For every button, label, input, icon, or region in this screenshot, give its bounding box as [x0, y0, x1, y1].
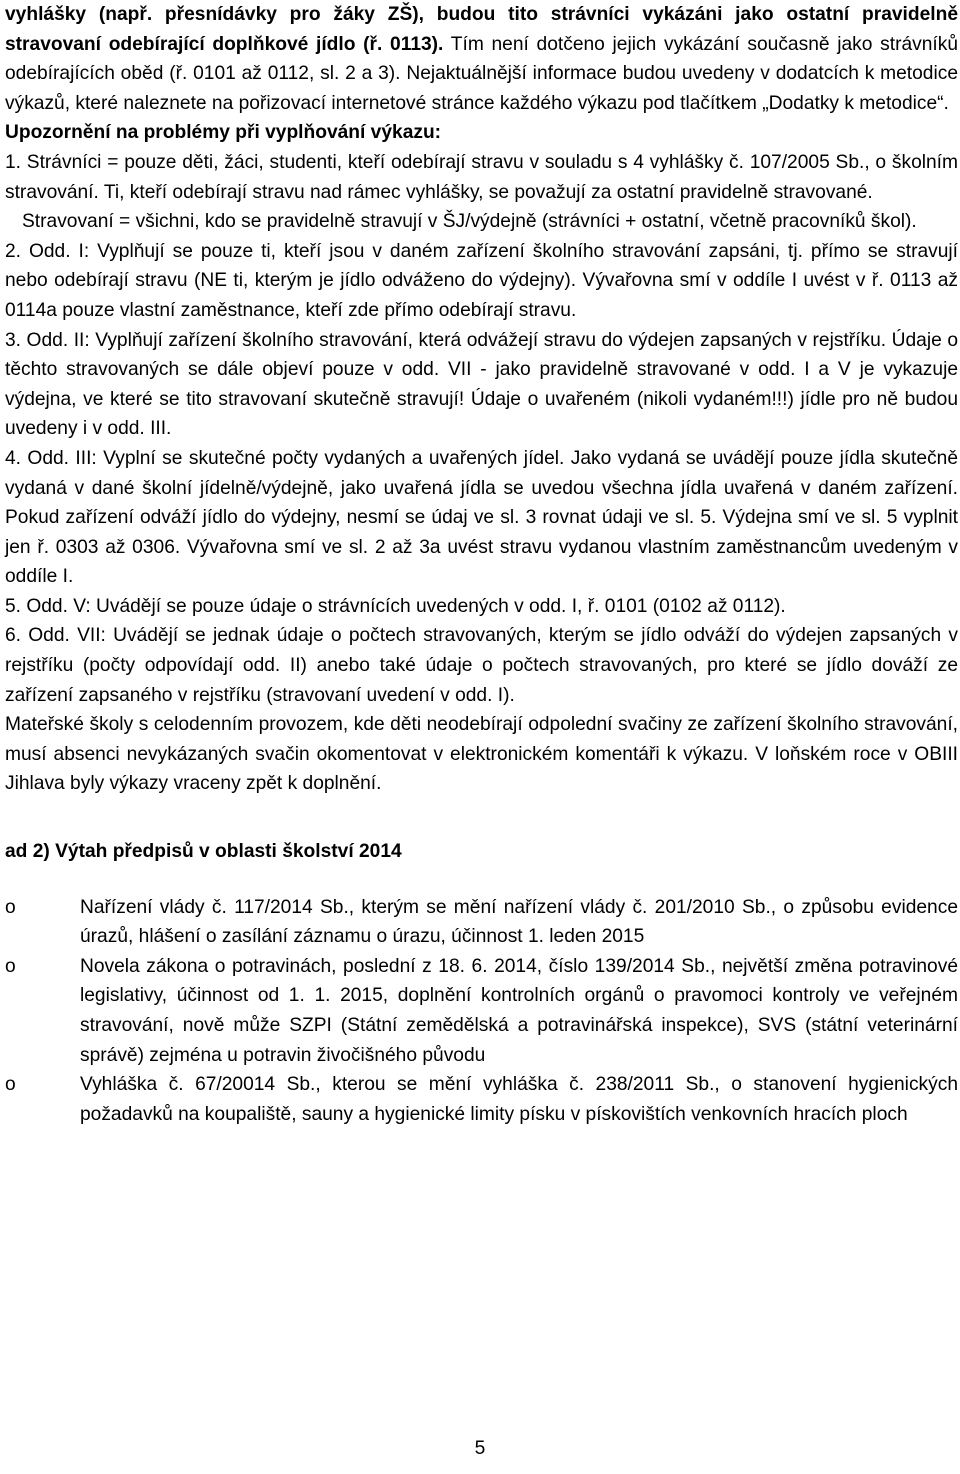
text-run: Mateřské školy s celodenním provozem, kde děti neodebírají odpolední svačiny ze zařízení školního stravování, musí absenci nevykázaných svačin okomentovat v elektronickém komentáři k výkazu. V loňském roce v OBIII Jihlava byly výkazy vraceny zpět k doplnění. — [5, 714, 958, 795]
text-run: Tím není dotčeno jejich vykázání současně jako strávníků odebírajících oběd (ř. 0101 až 0112, sl. 2 a 3). Nejaktuálnější informace budou uvedeny v dodatcích k metodice výkazů, které naleznete na pořizovací internetové stránce každého výkazu pod tlačítkem „Dodatky k metodice“. — [5, 33, 958, 114]
text-run: Stravovaní = všichni, kdo se pravidelně stravují v ŠJ/výdejně (strávníci + ostatní, včetně pracovníků škol). — [22, 211, 917, 233]
page-number: 5 — [474, 1438, 486, 1459]
warning-item-2 — [5, 237, 958, 326]
warning-item-5 — [5, 592, 958, 622]
warning-item-6 — [5, 621, 958, 710]
warning-item-4 — [5, 444, 958, 592]
bullet-marker: o — [5, 955, 16, 977]
document-page — [5, 0, 958, 1129]
warning-item-3 — [5, 326, 958, 444]
list-item-text: Vyhláška č. 67/20014 Sb., kterou se mění vyhláška č. 238/2011 Sb., o stanovení hygienických požadavků na koupaliště, sauny a hygienické limity písku v pískovištích venkovních hracích ploch — [80, 1074, 958, 1125]
bold-text-run: vyhlášky (např. přesnídávky pro žáky ZŠ), budou tito strávníci vykázáni jako ostatní pravidelně stravovaní odebírající doplňkové jídlo (ř. 0113). — [5, 4, 958, 55]
text-run: 4. Odd. III: Vyplní se skutečné počty vydaných a uvařených jídel. Jako vydaná se uvádějí pouze jídla skutečně vydaná v dané školní jídelně/výdejně, jako uvařená jídla se uvedou všechna jídla uvařená v daném zařízení. Pokud zařízení odváží jídlo do výdejny, nesmí se údaj ve sl. 3 rovnat údaji ve sl. 5. Výdejna smí ve sl. 5 vyplnit jen ř. 0303 až 0306. Vývařovna smí ve sl. 2 až 3a uvést stravu vydanou vlastním zaměstnancům uvedeným v oddíle I. — [5, 447, 958, 588]
warning-item-1-stravovani — [5, 207, 958, 237]
list-item-text: Novela zákona o potravinách, poslední z 18. 6. 2014, číslo 139/2014 Sb., největší změna potravinové legislativy, účinnost od 1. 1. 2015, doplnění kontrolních orgánů o pravomoci kontroly ve veřejném stravování, nově může SZPI (Státní zemědělská a potravinářská inspekce), SVS (státní veterinární správě) zejména u potravin živočišného původu — [80, 955, 958, 1066]
list-item — [5, 893, 958, 952]
text-run: 5. Odd. V: Uvádějí se pouze údaje o strávnících uvedených v odd. I, ř. 0101 (0102 až 0112). — [5, 595, 786, 617]
warnings-heading — [5, 118, 958, 148]
text-run: 3. Odd. II: Vyplňují zařízení školního stravování, která odvážejí stravu do výdejen zapsaných v rejstříku. Údaje o těchto stravovaných se dále objeví pouze v odd. VII - jako pravidelně stravované v odd. I a V je vykazuje výdejna, ve které se tito stravovaní skutečně stravují! Údaje o uvařeném (nikoli vydaném!!!) jídle pro ně budou uvedeny i v odd. III. — [5, 329, 958, 440]
list-item — [5, 1070, 958, 1129]
ms-note-paragraph — [5, 710, 958, 799]
text-run: 6. Odd. VII: Uvádějí se jednak údaje o počtech stravovaných, kterým se jídlo odváží do výdejen zapsaných v rejstříku (počty odpovídají odd. II) anebo také údaje o počtech stravovaných, pro které se jídlo dováží ze zařízení zapsaného v rejstříku (stravovaní uvedení v odd. I). — [5, 625, 958, 706]
intro-paragraph — [5, 0, 958, 118]
section-2-heading: ad 2) Výtah předpisů v oblasti školství 2014 — [5, 841, 402, 863]
bold-text-run: Upozornění na problémy při vyplňování výkazu: — [5, 122, 442, 144]
warning-item-1 — [5, 148, 958, 207]
bullet-marker: o — [5, 1074, 16, 1096]
list-item — [5, 952, 958, 1070]
bullet-marker: o — [5, 896, 16, 918]
text-run: 2. Odd. I: Vyplňují se pouze ti, kteří jsou v daném zařízení školního stravování zapsáni, tj. přímo se stravují nebo odebírají stravu (NE ti, kterým je jídlo odváženo do výdejny). Vývařovna smí v oddíle I uvést v ř. 0113 až 0114a pouze vlastní zaměstnance, kteří zde přímo odebírají stravu. — [5, 240, 958, 321]
text-run: 1. Strávníci = pouze děti, žáci, studenti, kteří odebírají stravu v souladu s 4 vyhlášky č. 107/2005 Sb., o školním stravování. Ti, kteří odebírají stravu nad rámec vyhlášky, se považují za ostatní pravidelně stravované. — [5, 151, 958, 203]
regulations-list — [5, 893, 958, 1130]
list-item-text: Nařízení vlády č. 117/2014 Sb., kterým se mění nařízení vlády č. 201/2010 Sb., o způsobu evidence úrazů, hlášení o zasílání záznamu o úrazu, účinnost 1. leden 2015 — [80, 896, 958, 948]
